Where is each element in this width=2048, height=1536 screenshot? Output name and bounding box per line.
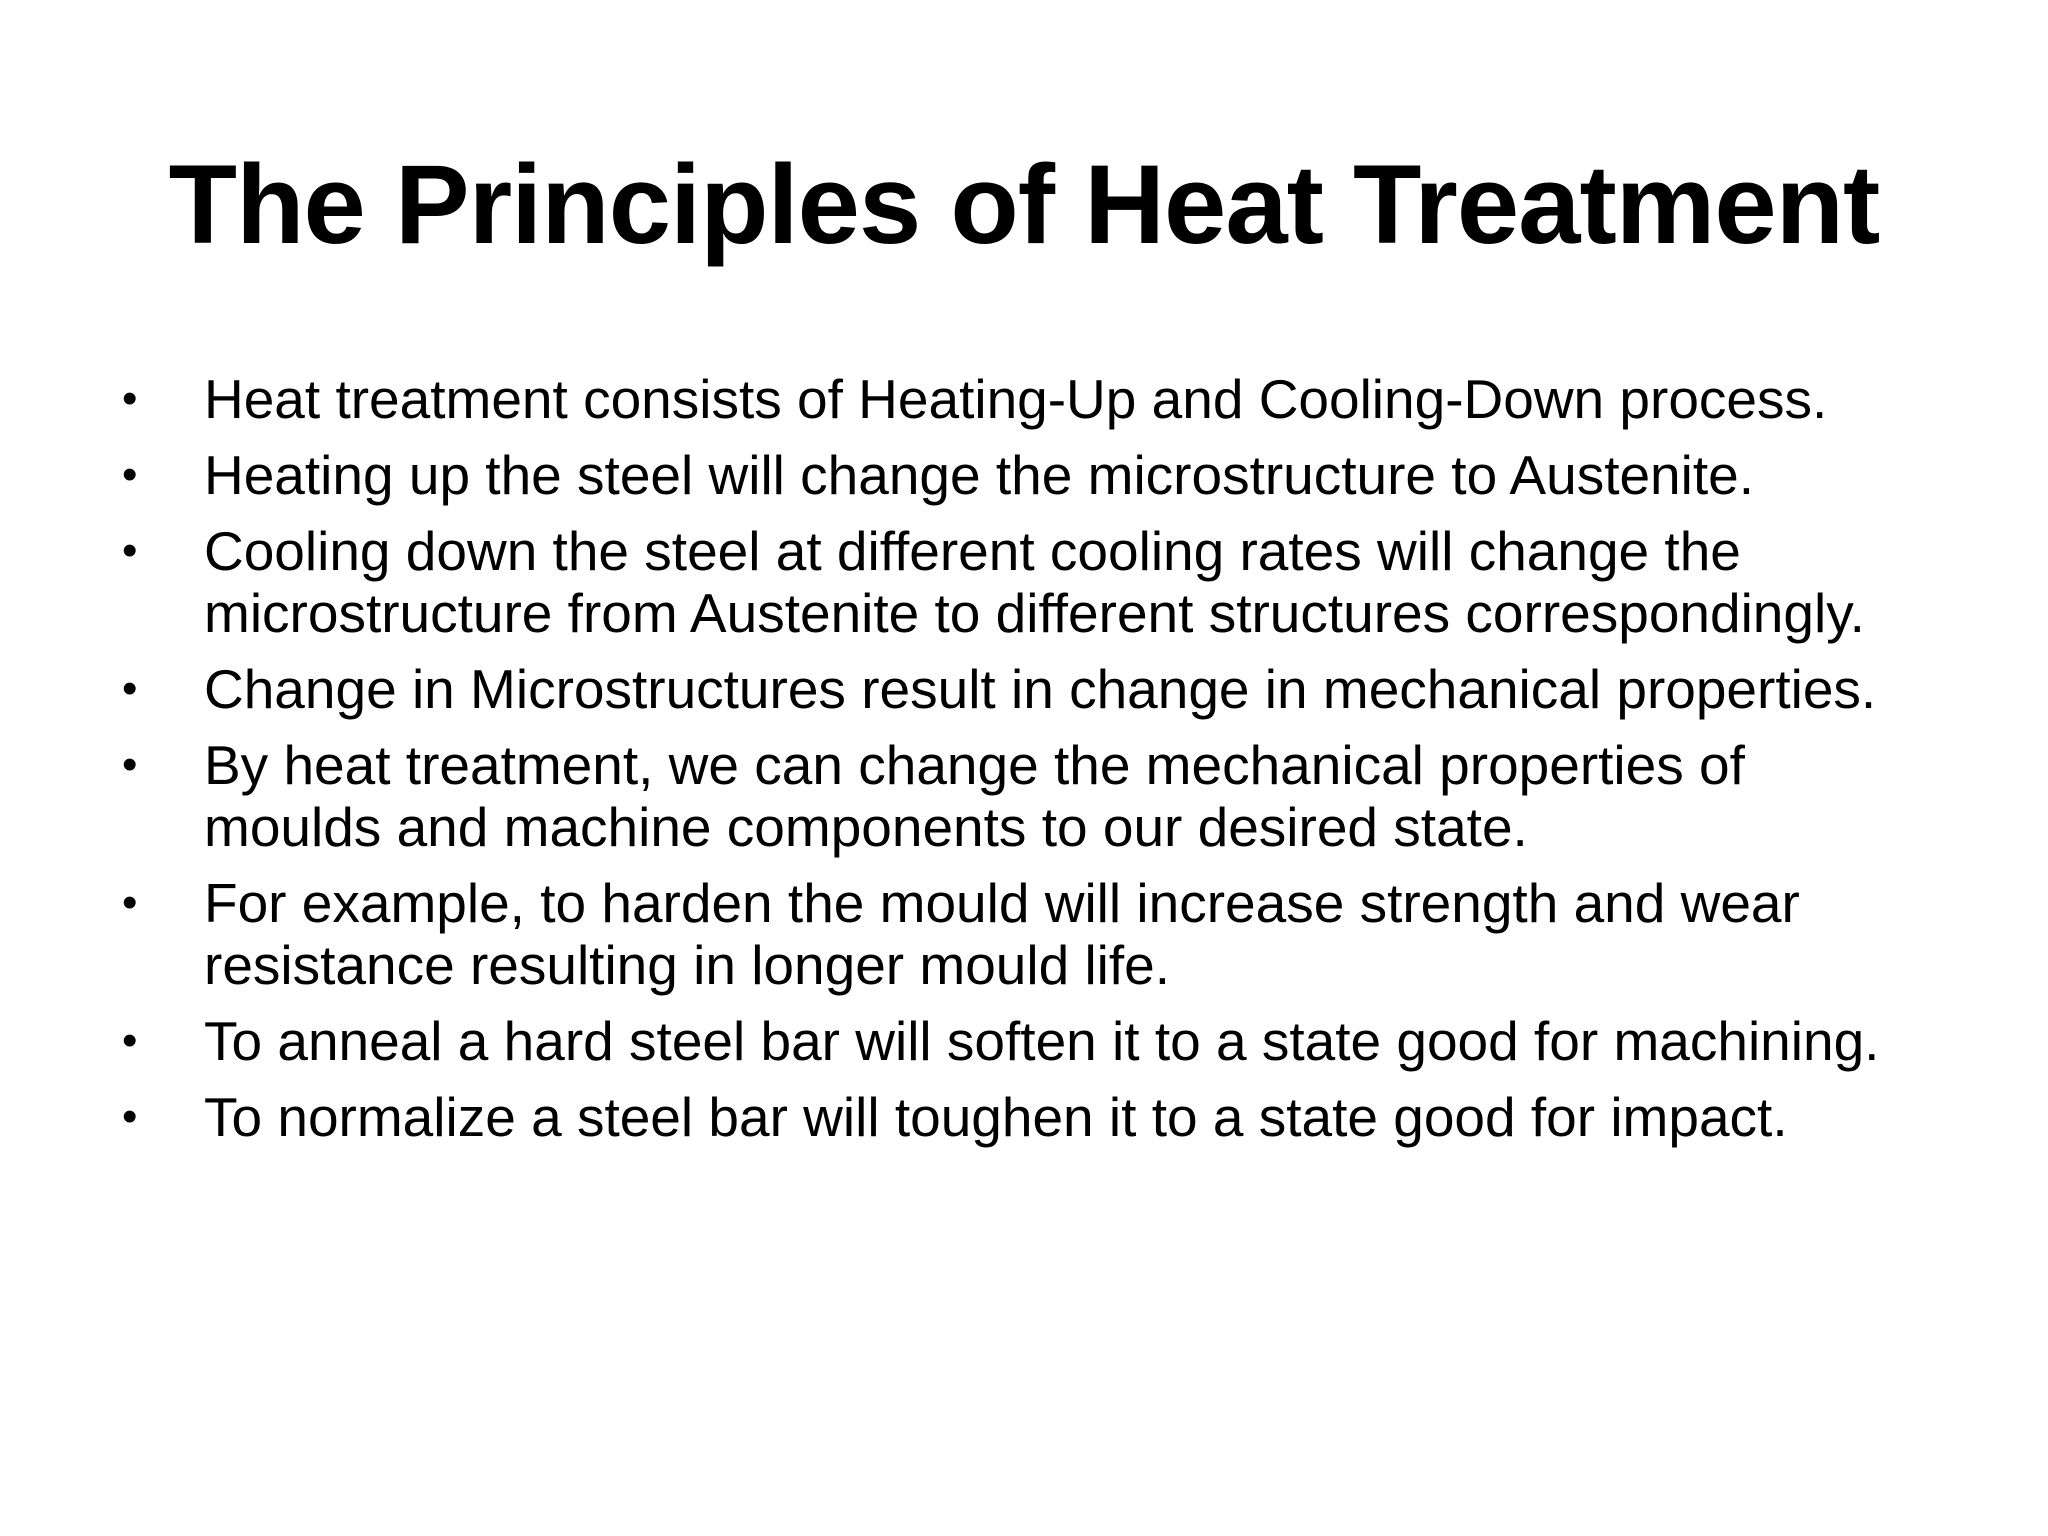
bullet-icon: •: [122, 878, 138, 927]
bullet-text: Heat treatment consists of Heating-Up and Cooling-Down process.: [204, 368, 1828, 430]
bullet-text: For example, to harden the mould will increase strength and wear resistance resulting in longer mould life.: [204, 872, 1800, 996]
bullet-icon: •: [122, 450, 138, 499]
bullet-icon: •: [122, 374, 138, 423]
bullet-item: [122, 872, 1922, 996]
bullet-list: [122, 368, 1922, 1162]
bullet-text: To normalize a steel bar will toughen it to a state good for impact.: [204, 1086, 1788, 1148]
bullet-icon: •: [122, 1092, 138, 1141]
bullet-text: By heat treatment, we can change the mechanical properties of moulds and machine components to our desired state.: [204, 734, 1745, 858]
bullet-item: [122, 444, 1922, 506]
bullet-item: [122, 1086, 1922, 1148]
bullet-text: Cooling down the steel at different cooling rates will change the microstructure from Austenite to different structures correspondingly.: [204, 520, 1865, 644]
bullet-text: To anneal a hard steel bar will soften it to a state good for machining.: [204, 1010, 1880, 1072]
bullet-icon: •: [122, 740, 138, 789]
bullet-text: Change in Microstructures result in change in mechanical properties.: [204, 658, 1877, 720]
slide-title: The Principles of Heat Treatment: [168, 142, 1880, 267]
bullet-item: [122, 1010, 1922, 1072]
bullet-icon: •: [122, 526, 138, 575]
bullet-item: [122, 520, 1922, 644]
bullet-icon: •: [122, 664, 138, 713]
bullet-item: [122, 658, 1922, 720]
bullet-text: Heating up the steel will change the microstructure to Austenite.: [204, 444, 1755, 506]
bullet-item: [122, 734, 1922, 858]
bullet-item: [122, 368, 1922, 430]
bullet-icon: •: [122, 1016, 138, 1065]
